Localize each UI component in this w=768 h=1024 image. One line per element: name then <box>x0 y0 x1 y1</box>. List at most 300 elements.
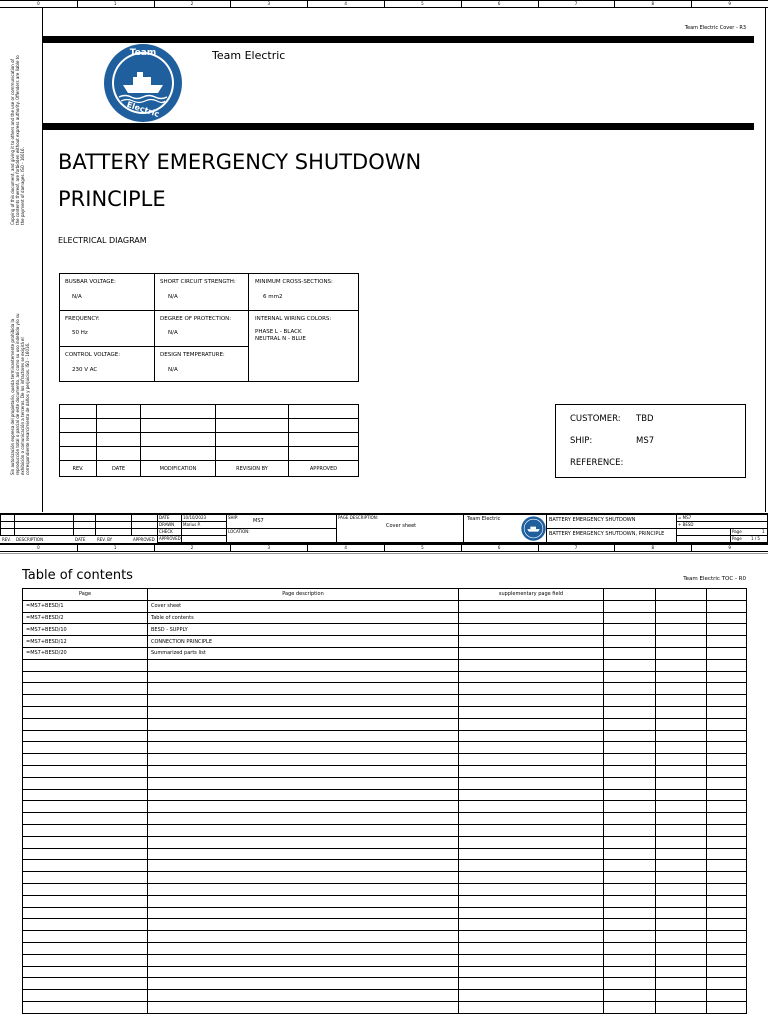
toc-page-description: CONNECTION PRINCIPLE <box>148 636 459 648</box>
toc-cell <box>23 978 148 990</box>
toc-cell <box>148 990 459 1002</box>
toc-cell <box>23 789 148 801</box>
reference-label: REFERENCE: <box>570 458 624 468</box>
toc-cell <box>707 754 747 766</box>
toc-cell <box>23 754 148 766</box>
control-voltage-label: CONTROL VOLTAGE: <box>65 352 121 358</box>
toc-cell <box>604 612 656 624</box>
toc-row <box>23 777 747 789</box>
toc-page-ref: =MS7+BESD/2 <box>23 612 148 624</box>
toc-cell <box>707 600 747 612</box>
toc-row <box>23 990 747 1002</box>
toc-row <box>23 942 747 954</box>
toc-cell <box>459 813 604 825</box>
toc-cell <box>23 824 148 836</box>
ruler-tick <box>538 545 539 552</box>
tb-drawn-label: DRAWN <box>159 522 175 527</box>
toc-cell <box>604 765 656 777</box>
toc-cell <box>148 742 459 754</box>
tb-title-2: BATTERY EMERGENCY SHUTDOWN, PRINCIPLE <box>549 531 665 537</box>
toc-cell <box>459 624 604 636</box>
ruler-number: 0 <box>37 1 40 6</box>
toc-header-supplementary: supplementary page field <box>459 589 604 601</box>
toc-header-extra-2 <box>656 589 707 601</box>
toc-cell <box>707 931 747 943</box>
toc-cell <box>23 1001 148 1013</box>
toc-cell <box>459 647 604 659</box>
toc-cell <box>707 883 747 895</box>
protection-label: DEGREE OF PROTECTION: <box>160 316 232 322</box>
ruler-number: 9 <box>728 545 731 550</box>
ruler-tick <box>384 545 385 552</box>
toc-row <box>23 978 747 990</box>
toc-row <box>23 789 747 801</box>
page-separator <box>0 553 768 554</box>
ship-value: MS7 <box>636 436 655 446</box>
toc-row <box>23 860 747 872</box>
toc-cell <box>604 942 656 954</box>
revision-by-header: REVISION BY <box>216 461 289 477</box>
toc-cell <box>459 801 604 813</box>
toc-cell <box>656 978 707 990</box>
toc-cell <box>23 883 148 895</box>
cover-doc-code: Team Electric Cover - R3 <box>684 25 746 31</box>
toc-page-ref: =MS7+BESD/20 <box>23 647 148 659</box>
ruler-tick <box>77 1 78 8</box>
toc-cell <box>656 848 707 860</box>
toc-cell <box>148 765 459 777</box>
toc-cell <box>707 683 747 695</box>
toc-cell <box>604 801 656 813</box>
tb-date-header: DATE <box>75 537 86 542</box>
document-title-line1: BATTERY EMERGENCY SHUTDOWN <box>58 150 422 174</box>
ruler-number: 5 <box>421 1 424 6</box>
toc-cell <box>707 718 747 730</box>
toc-cell <box>656 813 707 825</box>
ruler-tick <box>307 1 308 8</box>
customer-box <box>555 404 746 478</box>
toc-cell <box>707 848 747 860</box>
toc-cell <box>459 777 604 789</box>
tb-page-desc-value: Cover sheet <box>386 523 417 529</box>
toc-cell <box>23 990 148 1002</box>
title-block <box>0 513 768 544</box>
toc-title: Table of contents <box>22 568 133 583</box>
modification-header: MODIFICATION <box>141 461 216 477</box>
toc-cell <box>707 671 747 683</box>
toc-cell <box>148 872 459 884</box>
ruler-tick <box>230 545 231 552</box>
toc-row <box>23 683 747 695</box>
toc-cell <box>459 907 604 919</box>
revision-header-row <box>60 461 359 477</box>
ruler-number: 1 <box>113 1 117 6</box>
toc-row <box>23 919 747 931</box>
min-cross-value: 6 mm2 <box>263 294 283 300</box>
toc-cell <box>604 695 656 707</box>
toc-cell <box>707 765 747 777</box>
min-cross-label: MINIMUM CROSS-SECTIONS: <box>255 279 333 285</box>
toc-cell <box>656 860 707 872</box>
toc-row <box>23 671 747 683</box>
ruler-number: 7 <box>574 1 578 6</box>
toc-cell <box>459 990 604 1002</box>
toc-cell <box>23 671 148 683</box>
toc-cell <box>23 931 148 943</box>
toc-cell <box>459 883 604 895</box>
toc-cell <box>707 789 747 801</box>
revision-table <box>59 404 359 477</box>
toc-cell <box>707 706 747 718</box>
toc-cell <box>604 860 656 872</box>
toc-cell <box>148 1001 459 1013</box>
toc-cell <box>23 836 148 848</box>
toc-cell <box>148 801 459 813</box>
toc-cell <box>707 978 747 990</box>
toc-cell <box>148 671 459 683</box>
wiring-neutral: NEUTRAL N - BLUE <box>255 336 306 342</box>
toc-cell <box>148 883 459 895</box>
toc-cell <box>707 824 747 836</box>
toc-cell <box>656 954 707 966</box>
toc-cell <box>604 872 656 884</box>
toc-cell <box>656 801 707 813</box>
toc-row <box>23 836 747 848</box>
toc-cell <box>656 706 707 718</box>
frequency-label: FREQUENCY: <box>65 316 100 322</box>
toc-row <box>23 624 747 636</box>
toc-cell <box>656 624 707 636</box>
toc-cell <box>656 647 707 659</box>
ruler-number: 8 <box>651 545 655 550</box>
ruler-number: 6 <box>497 545 501 550</box>
toc-cell <box>604 907 656 919</box>
toc-cell <box>148 730 459 742</box>
toc-cell <box>459 919 604 931</box>
toc-row <box>23 966 747 978</box>
tb-code-1: = MS7 <box>678 515 692 520</box>
toc-row <box>23 659 747 671</box>
company-name: Team Electric <box>212 49 286 62</box>
toc-cell <box>707 813 747 825</box>
busbar-voltage-label: BUSBAR VOLTAGE: <box>65 279 116 285</box>
toc-cell <box>604 636 656 648</box>
toc-row <box>23 824 747 836</box>
toc-cell <box>23 907 148 919</box>
toc-cell <box>656 883 707 895</box>
toc-page-description: Table of contents <box>148 612 459 624</box>
toc-cell <box>604 659 656 671</box>
toc-cell <box>459 966 604 978</box>
ruler-number: 0 <box>37 545 40 550</box>
toc-cell <box>707 954 747 966</box>
toc-cell <box>23 730 148 742</box>
tb-ship-label: SHIP: <box>228 515 239 520</box>
toc-cell <box>604 1001 656 1013</box>
tb-drawn-value: Marius P. <box>183 522 201 527</box>
toc-cell <box>459 754 604 766</box>
toc-cell <box>604 954 656 966</box>
toc-row <box>23 883 747 895</box>
toc-cell <box>459 612 604 624</box>
toc-cell <box>604 883 656 895</box>
toc-cell <box>656 718 707 730</box>
toc-cell <box>459 671 604 683</box>
top-ruler <box>0 0 768 8</box>
toc-header-description: Page description <box>148 589 459 601</box>
toc-page-ref: =MS7+BESD/12 <box>23 636 148 648</box>
toc-cell <box>148 824 459 836</box>
toc-cell <box>604 813 656 825</box>
toc-cell <box>459 600 604 612</box>
toc-row <box>23 742 747 754</box>
ruler-tick <box>77 545 78 552</box>
ship-label: SHIP: <box>570 436 593 446</box>
tb-company: Team Electric <box>467 516 501 522</box>
toc-cell <box>459 742 604 754</box>
toc-row <box>23 954 747 966</box>
toc-cell <box>656 600 707 612</box>
ruler-number: 8 <box>651 1 655 6</box>
toc-cell <box>459 636 604 648</box>
toc-cell <box>707 872 747 884</box>
document-title-line2: PRINCIPLE <box>58 187 166 211</box>
toc-cell <box>459 931 604 943</box>
toc-row <box>23 636 747 648</box>
ruler-tick <box>691 545 692 552</box>
document-subtitle: ELECTRICAL DIAGRAM <box>58 236 147 245</box>
toc-cell <box>148 659 459 671</box>
toc-row <box>23 718 747 730</box>
toc-cell <box>707 966 747 978</box>
toc-cell <box>23 683 148 695</box>
bottom-ruler <box>0 544 768 552</box>
toc-cell <box>604 789 656 801</box>
ruler-tick <box>614 545 615 552</box>
toc-row <box>23 895 747 907</box>
short-circuit-value: N/A <box>168 294 178 300</box>
ruler-tick <box>154 1 155 8</box>
toc-cell <box>604 671 656 683</box>
toc-cell <box>656 777 707 789</box>
toc-cell <box>707 801 747 813</box>
ruler-tick <box>691 1 692 8</box>
tb-check-label: CHECK <box>159 529 173 534</box>
toc-cell <box>707 919 747 931</box>
toc-row <box>23 730 747 742</box>
toc-cell <box>23 848 148 860</box>
copyright-note-bottom: Sin autorización expresa del propietario, queda terminantemente prohibida la reproducción total o parcial de este documento, así como su uso indebido y/o su exhibición o comunicación a terceros. De los infractores se exigirá el correspondiente resarcimiento de daños y perjuicios. ISO - 16016. <box>10 313 30 475</box>
toc-cell <box>707 895 747 907</box>
toc-cell <box>604 742 656 754</box>
toc-cell <box>148 706 459 718</box>
frequency-value: 50 Hz <box>72 330 88 336</box>
ruler-number: 9 <box>728 1 731 6</box>
protection-value: N/A <box>168 330 178 336</box>
ruler-tick <box>461 545 462 552</box>
toc-cell <box>656 836 707 848</box>
toc-cell <box>459 895 604 907</box>
toc-cell <box>148 789 459 801</box>
toc-cell <box>656 765 707 777</box>
toc-cell <box>707 636 747 648</box>
toc-cell <box>148 777 459 789</box>
toc-cell <box>148 848 459 860</box>
toc-cell <box>148 813 459 825</box>
toc-cell <box>23 659 148 671</box>
toc-cell <box>459 659 604 671</box>
toc-cell <box>459 942 604 954</box>
header-top-bar <box>43 36 754 43</box>
toc-cell <box>604 931 656 943</box>
toc-cell <box>459 718 604 730</box>
toc-cell <box>656 612 707 624</box>
toc-cell <box>23 813 148 825</box>
toc-cell <box>656 907 707 919</box>
ruler-number: 6 <box>497 1 501 6</box>
toc-cell <box>707 612 747 624</box>
toc-cell <box>23 777 148 789</box>
toc-cell <box>23 765 148 777</box>
toc-cell <box>23 919 148 931</box>
ruler-number: 3 <box>267 545 271 550</box>
toc-cell <box>707 990 747 1002</box>
toc-cell <box>459 789 604 801</box>
toc-cell <box>656 730 707 742</box>
toc-cell <box>148 919 459 931</box>
tb-description-header: DESCRIPTION <box>16 537 44 542</box>
wiring-phase: PHASE L - BLACK <box>255 329 302 335</box>
ruler-tick <box>384 1 385 8</box>
toc-cell <box>148 907 459 919</box>
tb-title-1: BATTERY EMERGENCY SHUTDOWN <box>549 517 636 523</box>
toc-cell <box>656 789 707 801</box>
toc-cell <box>656 931 707 943</box>
toc-cell <box>459 706 604 718</box>
toc-cell <box>707 647 747 659</box>
toc-cell <box>459 872 604 884</box>
toc-row <box>23 600 747 612</box>
toc-cell <box>459 730 604 742</box>
toc-cell <box>459 836 604 848</box>
toc-table <box>22 588 747 1014</box>
toc-cell <box>707 695 747 707</box>
tb-page-value: 1 <box>762 529 765 534</box>
toc-cell <box>604 777 656 789</box>
toc-cell <box>148 860 459 872</box>
toc-cell <box>656 990 707 1002</box>
toc-cell <box>23 860 148 872</box>
date-header: DATE <box>97 461 141 477</box>
toc-cell <box>604 848 656 860</box>
ruler-tick <box>230 1 231 8</box>
toc-row <box>23 907 747 919</box>
toc-header-page: Page <box>23 589 148 601</box>
toc-row <box>23 848 747 860</box>
toc-cell <box>148 978 459 990</box>
toc-cell <box>656 659 707 671</box>
toc-cell <box>604 978 656 990</box>
tb-approved-header: APPROVED <box>133 537 155 542</box>
toc-cell <box>604 824 656 836</box>
toc-cell <box>656 942 707 954</box>
customer-value: TBD <box>636 414 654 424</box>
toc-row <box>23 695 747 707</box>
toc-cell <box>707 942 747 954</box>
ruler-tick <box>538 1 539 8</box>
tb-page-of-value: 1 / 5 <box>751 536 760 541</box>
toc-cell <box>656 754 707 766</box>
toc-cell <box>604 730 656 742</box>
ruler-tick <box>154 545 155 552</box>
toc-cell <box>604 919 656 931</box>
toc-cell <box>148 754 459 766</box>
toc-cell <box>604 895 656 907</box>
toc-row <box>23 813 747 825</box>
toc-cell <box>148 718 459 730</box>
tb-page-of-label: Page <box>732 536 742 541</box>
ruler-tick <box>307 545 308 552</box>
toc-cell <box>148 683 459 695</box>
toc-cell <box>23 718 148 730</box>
toc-cell <box>604 647 656 659</box>
toc-cell <box>707 624 747 636</box>
ruler-number: 1 <box>113 545 117 550</box>
tb-rev-header: REV. <box>2 537 11 542</box>
toc-cell <box>604 966 656 978</box>
toc-cell <box>148 942 459 954</box>
tb-logo-icon <box>521 516 546 541</box>
toc-cell <box>148 966 459 978</box>
tb-date-label: DATE <box>159 515 170 520</box>
toc-header-row <box>23 589 747 601</box>
toc-cell <box>656 872 707 884</box>
tb-revby-header: REV. BY <box>97 537 113 542</box>
toc-cell <box>23 742 148 754</box>
toc-row <box>23 754 747 766</box>
toc-cell <box>656 695 707 707</box>
tb-page-desc-label: PAGE DESCRIPTION: <box>338 515 379 520</box>
tb-approved-label: APPROVED <box>159 536 181 541</box>
toc-cell <box>459 1001 604 1013</box>
toc-cell <box>23 695 148 707</box>
approved-header: APPROVED <box>289 461 359 477</box>
toc-cell <box>148 931 459 943</box>
toc-cell <box>23 872 148 884</box>
toc-cell <box>459 683 604 695</box>
toc-cell <box>604 990 656 1002</box>
toc-doc-code: Team Electric TOC - R0 <box>683 576 746 582</box>
toc-cell <box>656 683 707 695</box>
toc-cell <box>707 742 747 754</box>
toc-cell <box>707 860 747 872</box>
toc-cell <box>23 801 148 813</box>
toc-cell <box>656 636 707 648</box>
toc-row <box>23 801 747 813</box>
toc-cell <box>459 765 604 777</box>
toc-row <box>23 765 747 777</box>
toc-cell <box>707 1001 747 1013</box>
wiring-label: INTERNAL WIRING COLORS: <box>255 316 332 322</box>
toc-cell <box>23 942 148 954</box>
spec-box <box>59 273 359 382</box>
toc-cell <box>604 683 656 695</box>
header-bottom-bar <box>43 123 754 130</box>
toc-cell <box>459 824 604 836</box>
toc-cell <box>604 754 656 766</box>
ruler-number: 2 <box>190 545 194 550</box>
toc-cell <box>23 954 148 966</box>
